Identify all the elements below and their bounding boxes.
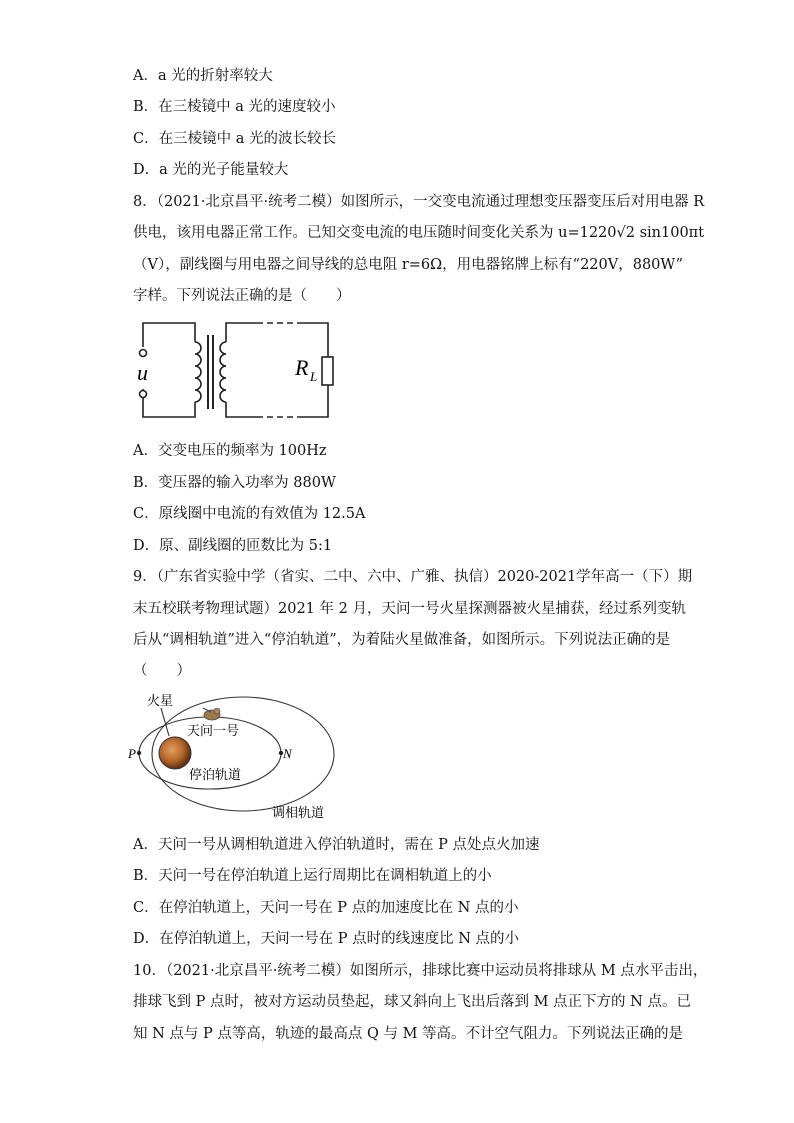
q8-stem-line2: 供电，该用电器正常工作。已知交变电流的电压随时间变化关系为 u=1220√2 sin100πt: [133, 225, 705, 241]
input-voltage-label: u: [137, 360, 148, 385]
q9-option-c: C．在停泊轨道上，天问一号在 P 点的加速度比在 N 点的小: [133, 900, 519, 916]
mars-planet: [159, 737, 191, 769]
q7-option-d: D．a 光的光子能量较大: [133, 162, 289, 178]
q8-option-c: C．原线圈中电流的有效值为 12.5A: [133, 506, 366, 522]
q10-stem-line3: 知 N 点与 P 点等高，轨迹的最高点 Q 与 M 等高。不计空气阻力。下列说法正确的是: [133, 1026, 684, 1042]
q7-option-b: B．在三棱镜中 a 光的速度较小: [133, 99, 336, 115]
q7-option-a: A．a 光的折射率较大: [133, 68, 273, 84]
orbit-diagram-figure: [125, 684, 350, 824]
q9-stem-line3: 后从“调相轨道”进入“停泊轨道”，为着陆火星做准备，如图所示。下列说法正确的是: [133, 632, 671, 648]
q9-stem-line1: 9．（广东省实验中学（省实、二中、六中、广雅、执信）2020-2021学年高一（下）期: [133, 569, 693, 585]
q7-option-c: C．在三棱镜中 a 光的波长较长: [133, 131, 336, 147]
q9-option-b: B．天问一号在停泊轨道上运行周期比在调相轨道上的小: [133, 868, 492, 884]
q8-option-b: B．变压器的输入功率为 880W: [133, 475, 336, 491]
q9-option-a: A．天问一号从调相轨道进入停泊轨道时，需在 P 点处点火加速: [133, 837, 540, 853]
probe-icon: [203, 708, 220, 720]
load-resistor-label: R: [295, 355, 309, 380]
q8-stem-line4: 字样。下列说法正确的是（ ）: [133, 288, 351, 304]
transformer-circuit-figure: [125, 315, 350, 430]
parking-orbit-label: 停泊轨道: [189, 767, 242, 782]
q10-stem-line2: 排球飞到 P 点时，被对方运动员垫起，球又斜向上飞出后落到 M 点正下方的 N 点。已: [133, 994, 691, 1010]
q8-stem-line3: （V），副线圈与用电器之间导线的总电阻 r=6Ω，用电器铭牌上标有“220V，880W”: [133, 257, 683, 273]
q9-option-d: D．在停泊轨道上，天问一号在 P 点时的线速度比 N 点的小: [133, 931, 520, 947]
phasing-orbit-label: 调相轨道: [272, 805, 325, 820]
probe-label: 天问一号: [187, 723, 240, 738]
point-n-label: N: [283, 746, 292, 761]
q9-stem-line2: 末五校联考物理试题）2021 年 2 月，天问一号火星探测器被火星捕获，经过系列变轨: [133, 601, 686, 617]
q8-stem-line1: 8．（2021·北京昌平·统考二模）如图所示，一交变电流通过理想变压器变压后对用电器 R: [133, 194, 705, 210]
point-p-label: P: [128, 746, 136, 761]
q8-option-a: A．交变电压的频率为 100Hz: [133, 443, 327, 459]
q10-stem-line1: 10．（2021·北京昌平·统考二模）如图所示，排球比赛中运动员将排球从 M 点水平击出，: [133, 963, 708, 979]
load-resistor-subscript: L: [310, 369, 318, 384]
q9-stem-line4: （ ）: [133, 663, 191, 679]
mars-label: 火星: [147, 693, 174, 708]
q8-option-d: D．原、副线圈的匝数比为 5:1: [133, 538, 333, 554]
